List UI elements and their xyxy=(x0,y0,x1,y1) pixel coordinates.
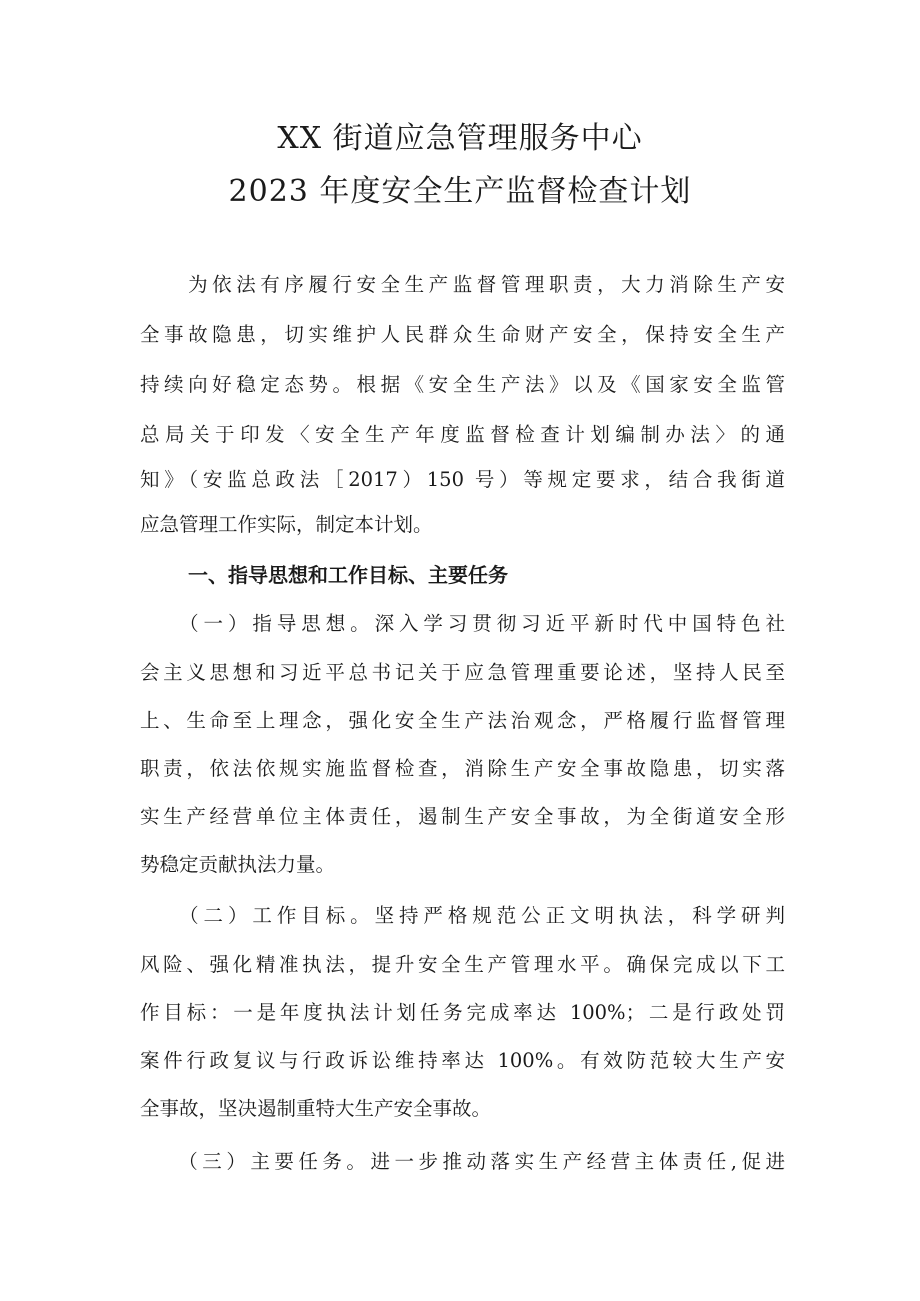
para-line: （三）主要任务。进一步推动落实生产经营主体责任,促进 xyxy=(140,1150,785,1173)
para-line: 势稳定贡献执法力量。 xyxy=(140,853,336,876)
doc-title-line-2: 2023 年度安全生产监督检查计划 xyxy=(228,174,692,209)
para-line: 实生产经营单位主体责任，遏制生产安全事故，为全街道安全形 xyxy=(140,805,785,828)
intro-line: 全事故隐患，切实维护人民群众生命财产安全，保持安全生产 xyxy=(140,323,785,346)
para-line: 案件行政复议与行政诉讼维持率达 100%。有效防范较大生产安 xyxy=(140,1049,785,1072)
para-line: 全事故，坚决遏制重特大生产安全事故。 xyxy=(140,1097,492,1120)
para-line: 上、生命至上理念，强化安全生产法治观念，严格履行监督管理 xyxy=(140,709,785,732)
para-line: 风险、强化精准执法，提升安全生产管理水平。确保完成以下工 xyxy=(140,953,785,976)
para-line: 会主义思想和习近平总书记关于应急管理重要论述，坚持人民至 xyxy=(140,661,785,684)
intro-line: 为依法有序履行安全生产监督管理职责，大力消除生产安 xyxy=(140,273,785,296)
intro-line: 持续向好稳定态势。根据《安全生产法》以及《国家安全监管 xyxy=(140,373,785,396)
intro-line: 应急管理工作实际，制定本计划。 xyxy=(140,513,433,536)
para-line: （二）工作目标。坚持严格规范公正文明执法，科学研判 xyxy=(140,904,785,927)
section-heading: 一、指导思想和工作目标、主要任务 xyxy=(188,563,508,587)
para-line: （一）指导思想。深入学习贯彻习近平新时代中国特色社 xyxy=(140,612,785,635)
doc-title-line-1: XX 街道应急管理服务中心 xyxy=(277,121,643,156)
intro-line: 总局关于印发〈安全生产年度监督检查计划编制办法〉的通 xyxy=(140,423,785,446)
para-line: 职责，依法依规实施监督检查，消除生产安全事故隐患，切实落 xyxy=(140,757,785,780)
intro-line: 知》（安监总政法［2017）150 号）等规定要求，结合我街道 xyxy=(140,468,785,491)
para-line: 作目标：一是年度执法计划任务完成率达 100%；二是行政处罚 xyxy=(140,1001,785,1024)
